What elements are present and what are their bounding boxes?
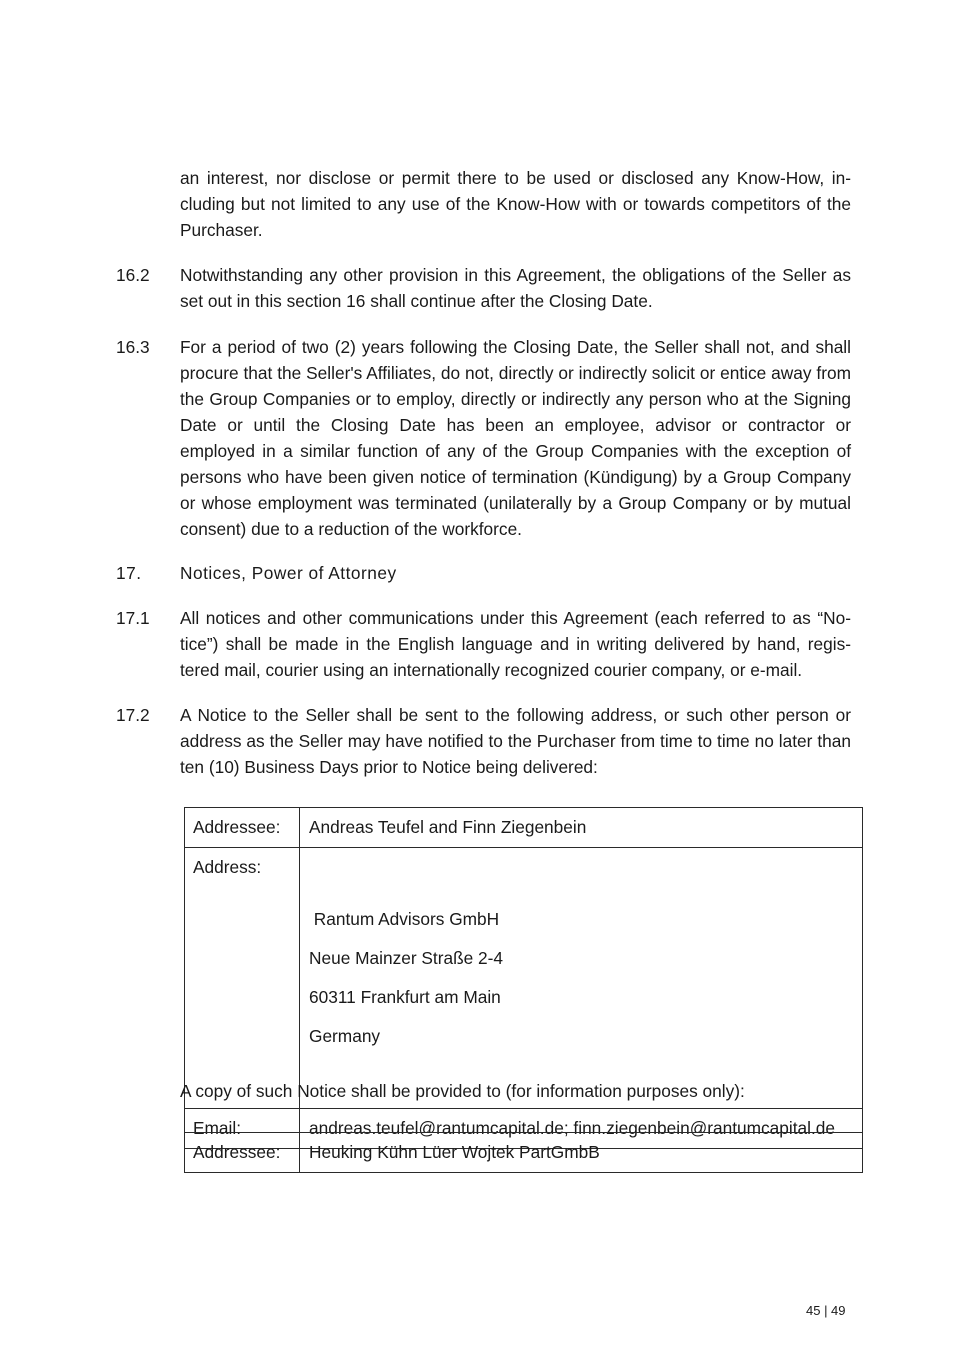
addressee-value: Andreas Teufel and Finn Ziegenbein: [300, 808, 863, 848]
address-line: Neue Mainzer Straße 2-4: [309, 948, 504, 968]
table-row: [185, 808, 863, 848]
copy-addressee-label: Addressee:: [185, 1133, 300, 1173]
paragraph-17-2: A Notice to the Seller shall be sent to the following address, or such other person or address as the Seller may have notified to the Purchaser from time to time no later than ten (10) Business Days prior to Notice being delivered:: [180, 705, 851, 777]
address-line: Rantum Advisors GmbH: [309, 909, 500, 929]
table-row: [185, 1133, 863, 1173]
address-value: [300, 848, 863, 1109]
address-line: 60311 Frankfurt am Main: [309, 987, 501, 1007]
paragraph-16-1-continued: an interest, nor disclose or permit there to be used or disclosed any Know-How, in-cluding but not limited to any use of the Know-How with or towards competitors of the Purchaser.: [180, 168, 851, 240]
addressee-label: Addressee:: [185, 808, 300, 848]
paragraph-17-1: All notices and other communications under this Agreement (each referred to as “No-tice”) shall be made in the English language and in writing delivered by hand, regis-tered mail, courier using an internationally recognized courier company, or e-mail.: [180, 608, 851, 680]
table-row: [185, 848, 863, 1109]
copy-address-table: [184, 1132, 863, 1173]
paragraph-number-17-1: 17.1: [116, 608, 150, 628]
paragraph-number-16-2: 16.2: [116, 265, 150, 285]
email-value: andreas.teufel@rantumcapital.de; finn.ziegenbein@rantumcapital.de: [300, 1109, 863, 1149]
address-label: Address:: [185, 848, 300, 1109]
paragraph-number-16-3: 16.3: [116, 337, 150, 357]
copy-addressee-value: Heuking Kühn Lüer Wojtek PartGmbB: [300, 1133, 863, 1173]
section-number-17: 17.: [116, 563, 142, 583]
email-label: Email:: [185, 1109, 300, 1149]
paragraph-number-17-2: 17.2: [116, 705, 150, 725]
section-heading-17: Notices, Power of Attorney: [180, 563, 397, 583]
address-line: Germany: [309, 1026, 381, 1046]
page-number: 45 | 49: [806, 1303, 846, 1318]
paragraph-16-3: For a period of two (2) years following the Closing Date, the Seller shall not, and shall procure that the Seller's Affiliates, do not, directly or indirectly solicit or entice away from the Group Companies or to employ, directly or indirectly any person who at the Signing Date or until the Closing Date has been an employee, advisor or contractor or employed in a similar function of any of the Group Companies with the exception of persons who have been given notice of termination (Kündigung) by a Group Company or whose employment was terminated (unilaterally by a Group Company or by mutual consent) due to a reduction of the workforce.: [180, 337, 851, 539]
copy-notice-text: A copy of such Notice shall be provided to (for information purposes only):: [180, 1081, 745, 1101]
paragraph-16-2: Notwithstanding any other provision in this Agreement, the obligations of the Seller as set out in this section 16 shall continue after the Closing Date.: [180, 265, 851, 311]
